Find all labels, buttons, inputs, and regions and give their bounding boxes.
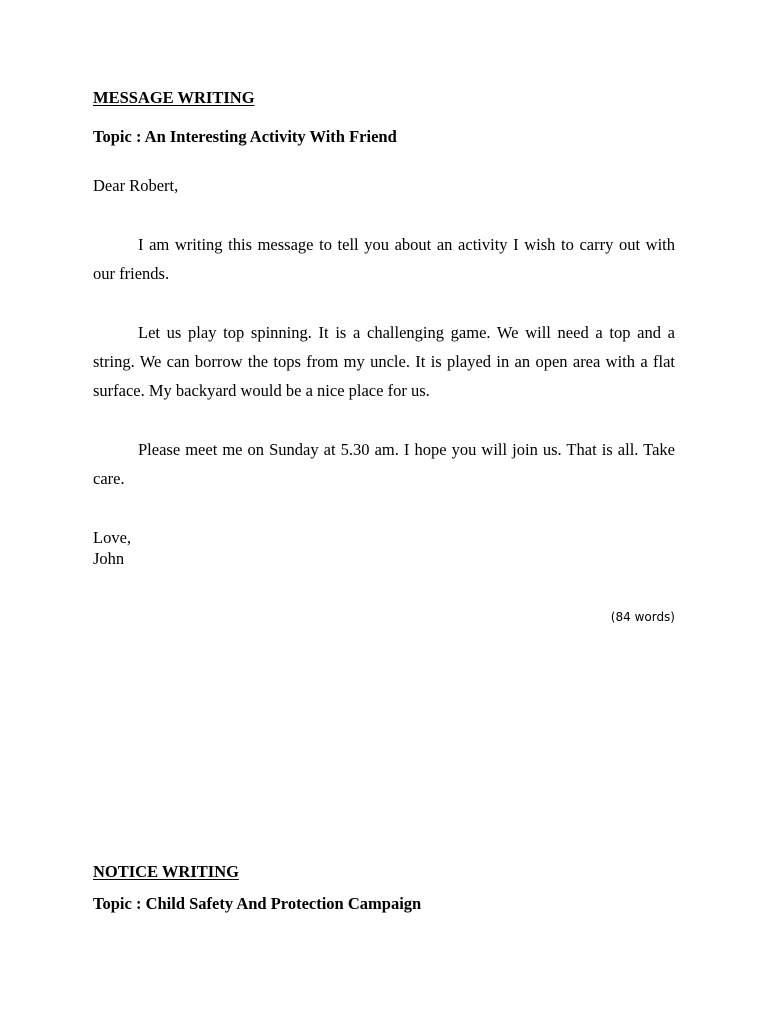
- message-paragraph-2: Let us play top spinning. It is a challenging game. We will need a top and a string. We can borrow the tops from my uncle. It is played in an open area with a flat surface. My backyard would be a nice place for us.: [93, 323, 675, 400]
- notice-topic: Topic : Child Safety And Protection Campaign: [93, 894, 422, 913]
- message-writing-heading: MESSAGE WRITING: [93, 88, 255, 107]
- signature: John: [93, 549, 125, 568]
- word-count: (84 words): [610, 610, 675, 624]
- notice-writing-heading: NOTICE WRITING: [93, 862, 239, 881]
- message-paragraph-3: Please meet me on Sunday at 5.30 am. I hope you will join us. That is all. Take care.: [93, 440, 675, 488]
- closing: Love,: [93, 528, 132, 547]
- message-paragraph-1: I am writing this message to tell you about an activity I wish to carry out with our friends.: [93, 235, 675, 283]
- salutation: Dear Robert,: [93, 176, 179, 195]
- message-topic: Topic : An Interesting Activity With Friend: [93, 127, 397, 146]
